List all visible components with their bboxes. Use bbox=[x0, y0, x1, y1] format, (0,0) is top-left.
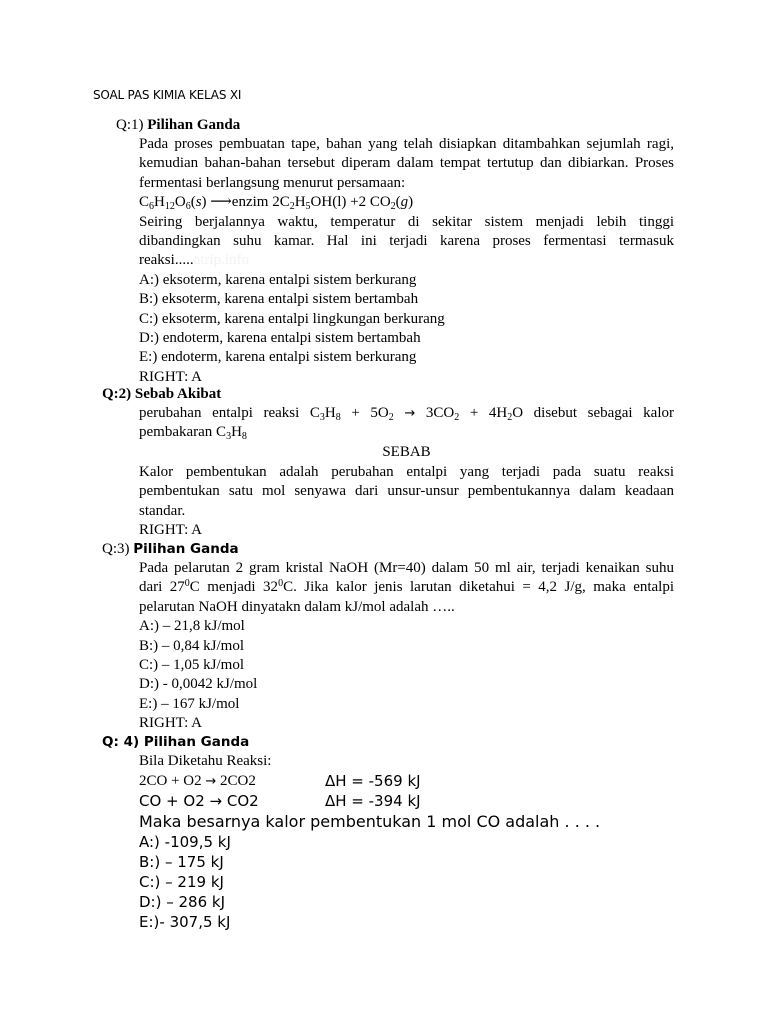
q1-option-e: E:) endoterm, karena entalpi sistem berkurang bbox=[139, 349, 417, 366]
q3-type: Pilihan Ganda bbox=[133, 541, 239, 557]
q1-heading bbox=[116, 116, 240, 135]
q1-type: Pilihan Ganda bbox=[147, 117, 241, 133]
q3-prefix: Q:3) bbox=[102, 541, 134, 557]
q1-text-line: kemudian bahan-bahan tersebut diperam dalam tempat tertutup dan dibiarkan. Proses bbox=[139, 155, 674, 172]
q1-text-line: reaksi.....atrip.info bbox=[139, 252, 249, 269]
q1-equation: $C_6H_{12}O_6(s)$ ⟶enzim $2C_2H_5OH(l) +2$ $CO_2(g)$ bbox=[139, 194, 414, 213]
q4-heading: Q: 4) Pilihan Ganda bbox=[102, 734, 250, 750]
q1-text-line: dibandingkan suhu kamar. Hal ini terjadi karena proses fermentasi termasuk bbox=[139, 232, 674, 249]
q2-connector: SEBAB bbox=[382, 443, 431, 460]
q1-text-line: fermentasi berlangsung menurut persamaan: bbox=[139, 174, 406, 191]
q2-reason-line: standar. bbox=[139, 502, 186, 519]
q4-body bbox=[139, 752, 679, 932]
q3-text-line: Pada pelarutan 2 gram kristal NaOH (Mr=40) dalam 50 ml air, terjadi kenaikan suhu bbox=[139, 560, 674, 576]
page-header: SOAL PAS KIMIA KELAS XI bbox=[93, 88, 242, 102]
q3-option-c: C:) – 1,05 kJ/mol bbox=[139, 656, 245, 673]
q1-text-line: Seiring berjalannya waktu, temperatur di sekitar sistem menjadi lebih tinggi bbox=[139, 213, 674, 230]
q1-prefix: Q:1) bbox=[116, 117, 148, 133]
q2-reason-line: Kalor pembentukan adalah perubahan entalpi yang terjadi pada suatu reaksi bbox=[139, 463, 674, 480]
q3-option-a: A:) – 21,8 kJ/mol bbox=[139, 618, 245, 635]
q4-option-b: B:) – 175 kJ bbox=[139, 853, 224, 871]
q3-text-line: pelarutan NaOH dinyatakn dalam kJ/mol adalah ….. bbox=[139, 598, 455, 615]
q4-reaction-2: CO + O2 → CO2 ΔH = -394 kJ bbox=[139, 792, 421, 810]
q1-option-c: C:) eksoterm, karena entalpi lingkungan berkurang bbox=[139, 310, 445, 327]
watermark: atrip.info bbox=[193, 252, 249, 269]
q4-option-c: C:) – 219 kJ bbox=[139, 873, 224, 891]
q1-option-a: A:) eksoterm, karena entalpi sistem berkurang bbox=[139, 271, 417, 288]
q3-option-d: D:) - 0,0042 kJ/mol bbox=[139, 676, 258, 693]
q4-option-e: E:)- 307,5 kJ bbox=[139, 913, 231, 931]
q1-option-d: D:) endoterm, karena entalpi sistem bertambah bbox=[139, 329, 421, 346]
q4-option-a: A:) -109,5 kJ bbox=[139, 833, 231, 851]
q3-heading bbox=[102, 540, 239, 559]
q2-statement: perubahan entalpi reaksi $C_3H_8 + 5O_2 \to 3CO_2 + 4H_2O$ disebut sebagai kalor bbox=[139, 405, 675, 423]
q3-text-line: dari $27^0C$ menjadi $32^0C$. Jika kalor jenis larutan diketahui = 4,2 J/g, maka entalpi bbox=[139, 578, 675, 596]
q1-answer: RIGHT: A bbox=[139, 368, 203, 385]
q3-option-b: B:) – 0,84 kJ/mol bbox=[139, 637, 245, 654]
q1-text-line: Pada proses pembuatan tape, bahan yang telah disiapkan ditambahkan sejumlah ragi, bbox=[139, 136, 674, 152]
q2-statement: pembakaran $C_3H_8$ bbox=[139, 424, 247, 443]
q3-body bbox=[139, 559, 674, 734]
q2-answer: RIGHT: A bbox=[139, 521, 203, 538]
q4-question: Maka besarnya kalor pembentukan 1 mol CO adalah . . . . bbox=[139, 812, 601, 831]
q4-option-d: D:) – 286 kJ bbox=[139, 893, 226, 911]
q1-option-b: B:) eksoterm, karena entalpi sistem bertambah bbox=[139, 291, 419, 308]
q4-dh-2: ΔH = -394 kJ bbox=[325, 792, 421, 810]
q2-heading: Q:2) Sebab Akibat bbox=[102, 386, 222, 402]
q4-reaction-1: 2CO + O2 → 2CO2 ΔH = -569 kJ bbox=[139, 772, 421, 790]
q2-body bbox=[139, 404, 674, 540]
q3-answer: RIGHT: A bbox=[139, 715, 203, 732]
q1-body bbox=[139, 135, 674, 387]
q2-reason-line: pembentukan satu mol senyawa dari unsur-unsur pembentukannya dalam keadaan bbox=[139, 483, 674, 500]
q4-intro: Bila Diketahu Reaksi: bbox=[139, 753, 272, 769]
q3-option-e: E:) – 167 kJ/mol bbox=[139, 695, 240, 712]
q4-dh-1: ΔH = -569 kJ bbox=[325, 772, 421, 790]
